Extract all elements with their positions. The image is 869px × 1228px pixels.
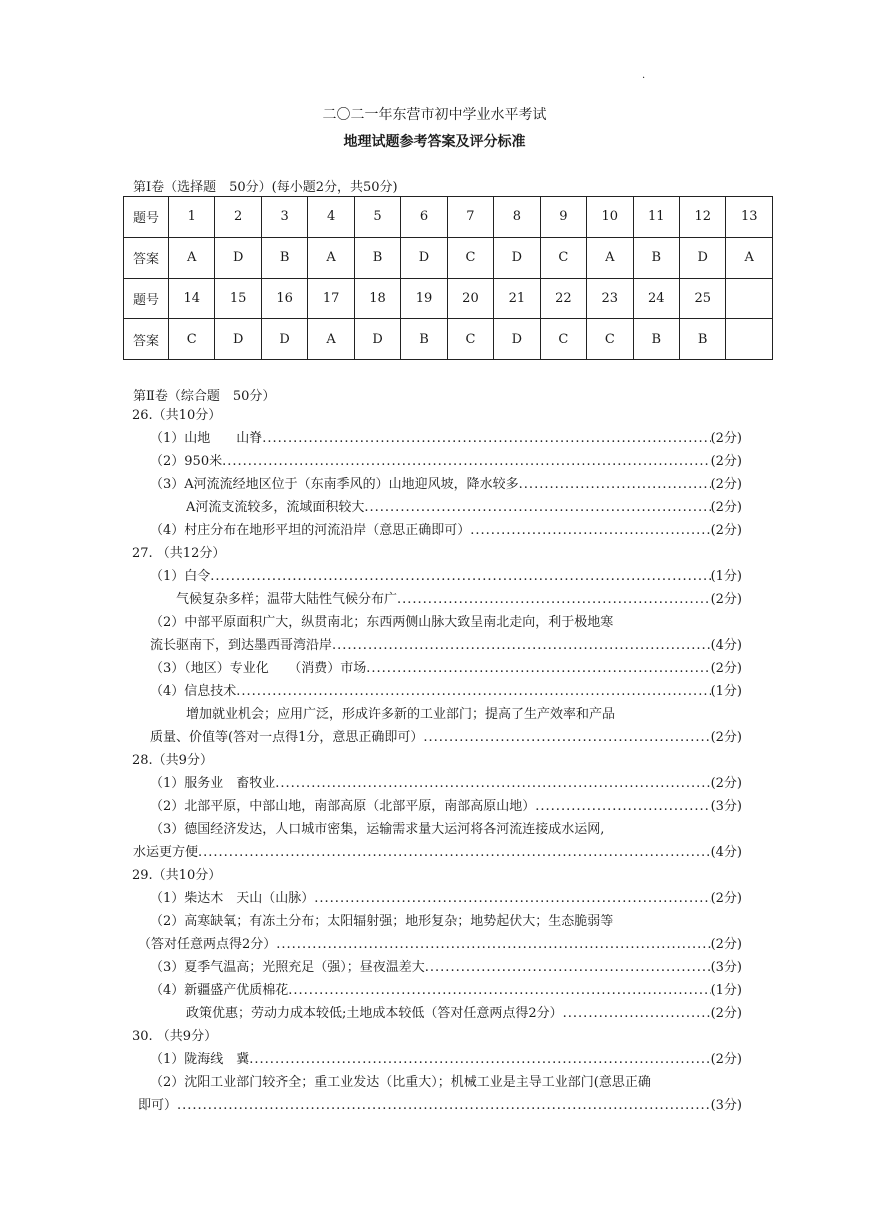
part1-heading: 第Ⅰ卷（选择题 50分）(每小题2分，共50分) xyxy=(133,180,398,195)
answer-cell: D xyxy=(261,319,307,360)
row-label: 题号 xyxy=(124,197,169,238)
answer-line xyxy=(186,705,742,725)
answer-text: （3）夏季气温高；光照充足（强）；昼夜温差大 xyxy=(150,960,425,975)
answer-text: （3）德国经济发达，人口城市密集，运输需求量大运河将各河流连接成水运网, xyxy=(150,822,605,837)
answer-line xyxy=(133,843,742,863)
answer-cell: A xyxy=(308,319,354,360)
answer-line xyxy=(150,521,742,541)
answer-line xyxy=(186,1004,742,1024)
score-label: (3分) xyxy=(710,799,742,814)
question-number: 15 xyxy=(215,278,261,319)
question-number: 8 xyxy=(494,197,540,238)
answer-text: 30. （共9分） xyxy=(132,1029,218,1044)
answer-text: （4）村庄分布在地形平坦的河流沿岸（意思正确即可） xyxy=(150,523,471,538)
answer-cell: A xyxy=(308,237,354,278)
answer-cell: D xyxy=(401,237,447,278)
dot-leader xyxy=(275,774,710,794)
answer-cell: D xyxy=(679,237,725,278)
question-number: 17 xyxy=(308,278,354,319)
answer-cell: D xyxy=(494,237,540,278)
exam-title: 二〇二一年东营市初中学业水平考试 xyxy=(322,107,547,123)
answer-cell: A xyxy=(587,237,633,278)
dot-leader xyxy=(288,981,710,1001)
score-label: (4分) xyxy=(710,845,742,860)
answer-text: 增加就业机会；应用广泛，形成许多新的工业部门；提高了生产效率和产品 xyxy=(186,707,616,722)
answer-text: （4）新疆盛产优质棉花 xyxy=(150,983,289,998)
answer-text: （1）山地 山脊 xyxy=(150,431,263,446)
answer-cell: D xyxy=(354,319,400,360)
answer-text: （2）沈阳工业部门较齐全；重工业发达（比重大）；机械工业是主导工业部门(意思正确 xyxy=(150,1075,651,1090)
answer-cell: D xyxy=(215,237,261,278)
score-label: (2分) xyxy=(710,937,742,952)
dot-leader xyxy=(423,728,710,748)
row-label: 题号 xyxy=(124,278,169,319)
answer-text: 28.（共9分） xyxy=(132,753,213,768)
dot-leader xyxy=(470,521,710,541)
table-row xyxy=(124,197,773,238)
answer-line xyxy=(150,429,742,449)
answer-text: 政策优惠；劳动力成本较低;土地成本较低（答对任意两点得2分） xyxy=(186,1006,563,1021)
question-number: 2 xyxy=(215,197,261,238)
answer-line xyxy=(150,475,742,495)
answer-line xyxy=(150,1050,742,1070)
answer-line xyxy=(132,406,742,426)
answer-text: （1）柴达木 天山（山脉） xyxy=(150,891,315,906)
answer-key-title: 地理试题参考答案及评分标准 xyxy=(343,134,526,150)
score-label: (3分) xyxy=(710,960,742,975)
answer-text: 流长驱南下，到达墨西哥湾沿岸 xyxy=(150,638,333,653)
answer-line xyxy=(150,797,742,817)
question-number: 7 xyxy=(447,197,493,238)
answer-text: 气候复杂多样；温带大陆性气候分布广 xyxy=(176,592,398,607)
answer-line xyxy=(150,452,742,472)
question-number: 14 xyxy=(169,278,215,319)
score-label: (3分) xyxy=(710,1098,742,1113)
answer-line xyxy=(150,981,742,1001)
answer-text: （2）北部平原，中部山地，南部高原（北部平原，南部高原山地） xyxy=(150,799,536,814)
answer-line xyxy=(150,728,742,748)
question-number: 23 xyxy=(587,278,633,319)
dot-leader xyxy=(210,567,710,587)
question-number: 18 xyxy=(354,278,400,319)
dot-leader xyxy=(276,935,710,955)
question-number: 4 xyxy=(308,197,354,238)
row-label: 答案 xyxy=(124,237,169,278)
dot-leader xyxy=(425,958,711,978)
score-label: (2分) xyxy=(710,891,742,906)
answer-cell xyxy=(726,319,773,360)
answer-cell: C xyxy=(540,319,586,360)
dot-leader xyxy=(222,452,710,472)
dot-leader xyxy=(332,636,711,656)
answer-line xyxy=(150,636,742,656)
table-row xyxy=(124,237,773,278)
answer-cell: B xyxy=(354,237,400,278)
answer-text: 质量、价值等(答对一点得1分，意思正确即可） xyxy=(150,730,424,745)
answer-cell: A xyxy=(169,237,215,278)
answer-text: （2）高寒缺氧；有冻土分布；太阳辐射强；地形复杂；地势起伏大；生态脆弱等 xyxy=(150,914,614,929)
score-label: (2分) xyxy=(710,477,742,492)
question-number: 3 xyxy=(261,197,307,238)
dot-leader xyxy=(366,659,710,679)
score-label: (2分) xyxy=(710,776,742,791)
answer-text: （3）（地区）专业化 （消费）市场 xyxy=(150,661,367,676)
answer-line xyxy=(176,590,742,610)
dot-leader xyxy=(177,1096,711,1116)
answer-cell: B xyxy=(633,319,679,360)
question-number: 21 xyxy=(494,278,540,319)
score-label: (2分) xyxy=(710,1052,742,1067)
score-label: (2分) xyxy=(710,454,742,469)
answer-cell: C xyxy=(169,319,215,360)
answer-line xyxy=(150,613,742,633)
question-number: 25 xyxy=(679,278,725,319)
score-label: (1分) xyxy=(710,569,742,584)
score-label: (2分) xyxy=(710,500,742,515)
dot-leader xyxy=(535,797,710,817)
question-number: 22 xyxy=(540,278,586,319)
answer-text: 26.（共10分） xyxy=(132,408,222,423)
answer-line xyxy=(150,774,742,794)
row-label: 答案 xyxy=(124,319,169,360)
question-number: 5 xyxy=(354,197,400,238)
answer-cell: A xyxy=(726,237,773,278)
question-number: 1 xyxy=(169,197,215,238)
answer-text: （4）信息技术 xyxy=(150,684,237,699)
answer-text: （1）服务业 畜牧业 xyxy=(150,776,276,791)
answer-line xyxy=(138,1096,742,1116)
dot-leader xyxy=(249,1050,710,1070)
question-number: 6 xyxy=(401,197,447,238)
question-number: 12 xyxy=(679,197,725,238)
answer-text: 29.（共10分） xyxy=(132,868,222,883)
answer-line xyxy=(150,659,742,679)
table-row xyxy=(124,319,773,360)
question-number xyxy=(726,278,773,319)
answer-line xyxy=(186,498,742,518)
score-label: (2分) xyxy=(710,730,742,745)
score-label: (2分) xyxy=(710,431,742,446)
answer-cell: B xyxy=(261,237,307,278)
answer-cell: D xyxy=(215,319,261,360)
score-label: (2分) xyxy=(710,1006,742,1021)
answer-line xyxy=(132,544,742,564)
question-number: 16 xyxy=(261,278,307,319)
score-label: (1分) xyxy=(710,684,742,699)
answer-cell: D xyxy=(494,319,540,360)
answer-cell: B xyxy=(401,319,447,360)
answer-line xyxy=(132,866,742,886)
dot-leader xyxy=(314,889,710,909)
answer-line xyxy=(150,567,742,587)
answer-text: （1）陇海线 冀 xyxy=(150,1052,250,1067)
answer-text: （2）950米 xyxy=(150,454,223,469)
part2-heading: 第Ⅱ卷（综合题 50分） xyxy=(133,389,276,404)
answer-text: 27. （共12分） xyxy=(132,546,226,561)
answer-line xyxy=(132,751,742,771)
score-label: (2分) xyxy=(710,592,742,607)
answer-cell: C xyxy=(447,319,493,360)
score-label: (2分) xyxy=(710,661,742,676)
dot-leader xyxy=(397,590,711,610)
answer-line xyxy=(150,1073,742,1093)
score-label: (4分) xyxy=(710,638,742,653)
answer-cell: C xyxy=(540,237,586,278)
page-dot: . xyxy=(642,70,646,81)
answer-cell: C xyxy=(447,237,493,278)
dot-leader xyxy=(519,475,711,495)
dot-leader xyxy=(198,843,711,863)
question-number: 19 xyxy=(401,278,447,319)
answer-text: 水运更方便 xyxy=(133,845,199,860)
answer-cell: B xyxy=(633,237,679,278)
dot-leader xyxy=(236,682,710,702)
answer-line xyxy=(150,820,742,840)
dot-leader xyxy=(563,1004,711,1024)
answer-text: （1）白令 xyxy=(150,569,211,584)
answer-line xyxy=(132,1027,742,1047)
score-label: (2分) xyxy=(710,523,742,538)
answer-text: 即可） xyxy=(138,1098,178,1113)
score-label: (1分) xyxy=(710,983,742,998)
answer-line xyxy=(138,935,742,955)
answer-line xyxy=(150,682,742,702)
answer-cell: C xyxy=(587,319,633,360)
answer-line xyxy=(150,889,742,909)
answer-text: A河流支流较多，流域面积较大 xyxy=(186,500,365,515)
question-number: 24 xyxy=(633,278,679,319)
answer-text: （答对任意两点得2分） xyxy=(138,937,277,952)
answer-cell: B xyxy=(679,319,725,360)
question-number: 11 xyxy=(633,197,679,238)
answer-text: （3）A河流流经地区位于（东南季风的）山地迎风坡，降水较多 xyxy=(150,477,519,492)
dot-leader xyxy=(262,429,710,449)
answer-line xyxy=(150,912,742,932)
table-row xyxy=(124,278,773,319)
answer-text: （2）中部平原面积广大，纵贯南北；东西两侧山脉大致呈南北走向，利于极地寒 xyxy=(150,615,614,630)
answer-table xyxy=(123,196,773,360)
answer-line xyxy=(150,958,742,978)
question-number: 20 xyxy=(447,278,493,319)
question-number: 13 xyxy=(726,197,773,238)
dot-leader xyxy=(364,498,710,518)
question-number: 10 xyxy=(587,197,633,238)
question-number: 9 xyxy=(540,197,586,238)
